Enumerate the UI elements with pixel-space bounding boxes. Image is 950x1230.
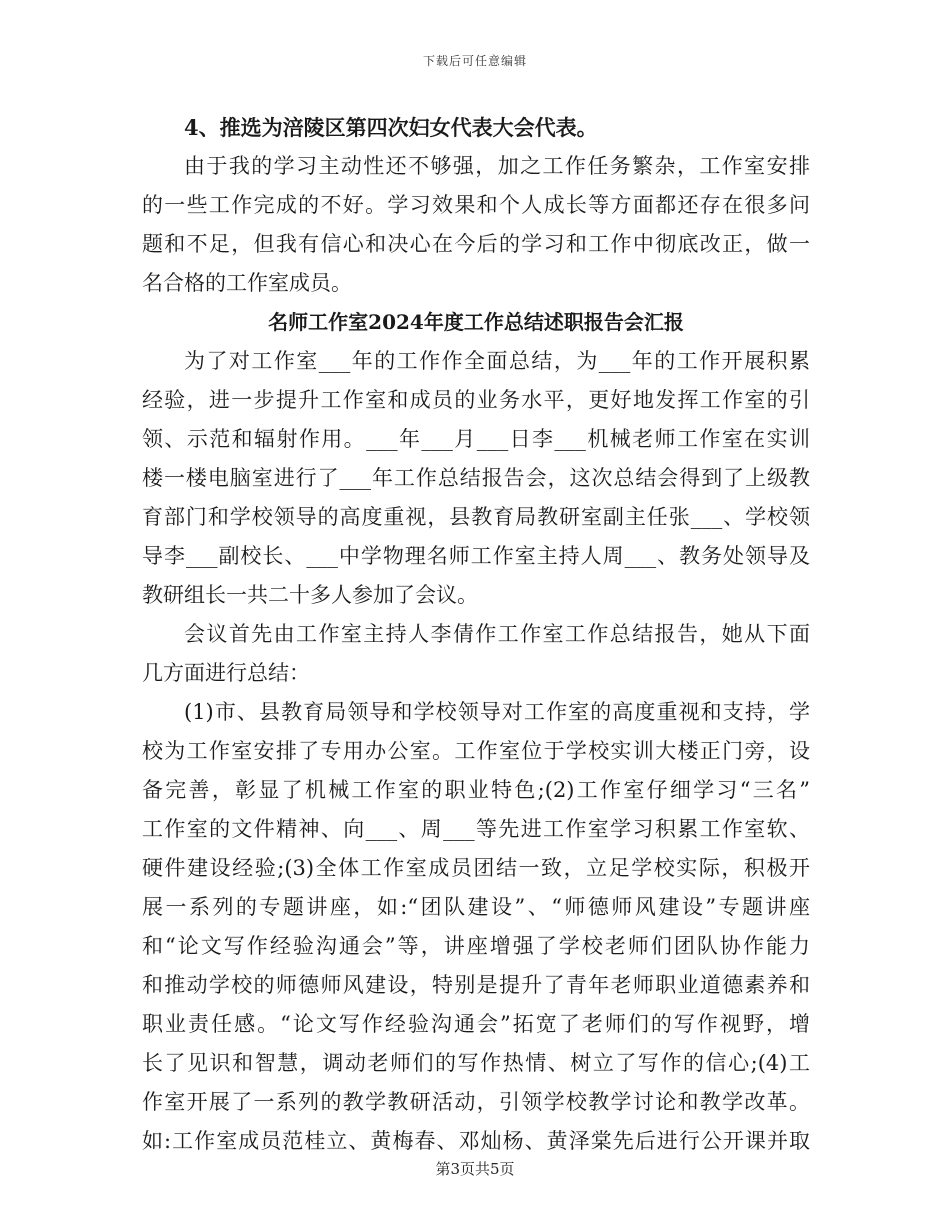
paragraph-line: (1)市、县教育局领导和学校领导对工作室的高度重视和支持，学 [184, 700, 810, 724]
paragraph-line: 和推动学校的师德师风建设，特别是提升了青年老师职业道德素养和 [142, 973, 810, 997]
paragraph-line: 校为工作室安排了专用办公室。工作室位于学校实训大楼正门旁，设 [142, 739, 810, 763]
list-item-4: 4、推选为涪陵区第四次妇女代表大会代表。 [184, 115, 598, 140]
section-title: 名师工作室2024年度工作总结述职报告会汇报 [268, 310, 684, 334]
document-body [142, 108, 810, 1161]
paragraph-line: 工作室的文件精神、向___、周___等先进工作室学习积累工作室软、 [142, 817, 810, 841]
paragraph-line: 领、示范和辐射作用。___年___月___日李___机械老师工作室在实训 [142, 427, 810, 451]
paragraph-line: 为了对工作室___年的工作作全面总结，为___年的工作开展积累 [184, 349, 810, 373]
paragraph-line: 教研组长一共二十多人参加了会议。 [142, 583, 478, 607]
paragraph-line: 楼一楼电脑室进行了___年工作总结报告会，这次总结会得到了上级教 [142, 466, 810, 490]
paragraph-line: 作室开展了一系列的教学教研活动，引领学校教学讨论和教学改革。 [142, 1090, 810, 1114]
paragraph-line: 几方面进行总结： [142, 661, 310, 685]
paragraph-line: 导李___副校长、___中学物理名师工作室主持人周___、教务处领导及 [142, 544, 810, 568]
page-number: 第3页共5页 [435, 1160, 515, 1178]
paragraph-line: 育部门和学校领导的高度重视，县教育局教研室副主任张___、学校领 [142, 505, 810, 529]
paragraph-line: 题和不足，但我有信心和决心在今后的学习和工作中彻底改正，做一 [142, 232, 810, 256]
page-header-note: 下载后可任意编辑 [422, 54, 527, 68]
paragraph-line: 职业责任感。“论文写作经验沟通会”拓宽了老师们的写作视野，增 [142, 1012, 810, 1036]
paragraph-line: 经验，进一步提升工作室和成员的业务水平，更好地发挥工作室的引 [142, 388, 810, 412]
paragraph-line: 展一系列的专题讲座，如:“团队建设”、“师德师风建设”专题讲座 [142, 895, 810, 919]
paragraph-line: 和“论文写作经验沟通会”等，讲座增强了学校老师们团队协作能力 [142, 934, 810, 958]
paragraph-line: 名合格的工作室成员。 [142, 271, 352, 295]
paragraph-line: 长了见识和智慧，调动老师们的写作热情、树立了写作的信心;(4)工 [142, 1051, 810, 1075]
paragraph-line: 会议首先由工作室主持人李倩作工作室工作总结报告，她从下面 [184, 622, 810, 646]
paragraph-line: 备完善，彰显了机械工作室的职业特色;(2)工作室仔细学习“三名” [142, 778, 810, 802]
paragraph-line: 如:工作室成员范桂立、黄梅春、邓灿杨、黄泽棠先后进行公开课并取 [142, 1129, 810, 1153]
paragraph-line: 由于我的学习主动性还不够强，加之工作任务繁杂，工作室安排 [184, 154, 810, 178]
paragraph-line: 硬件建设经验;(3)全体工作室成员团结一致，立足学校实际，积极开 [142, 856, 810, 880]
paragraph-line: 的一些工作完成的不好。学习效果和个人成长等方面都还存在很多问 [142, 193, 810, 217]
